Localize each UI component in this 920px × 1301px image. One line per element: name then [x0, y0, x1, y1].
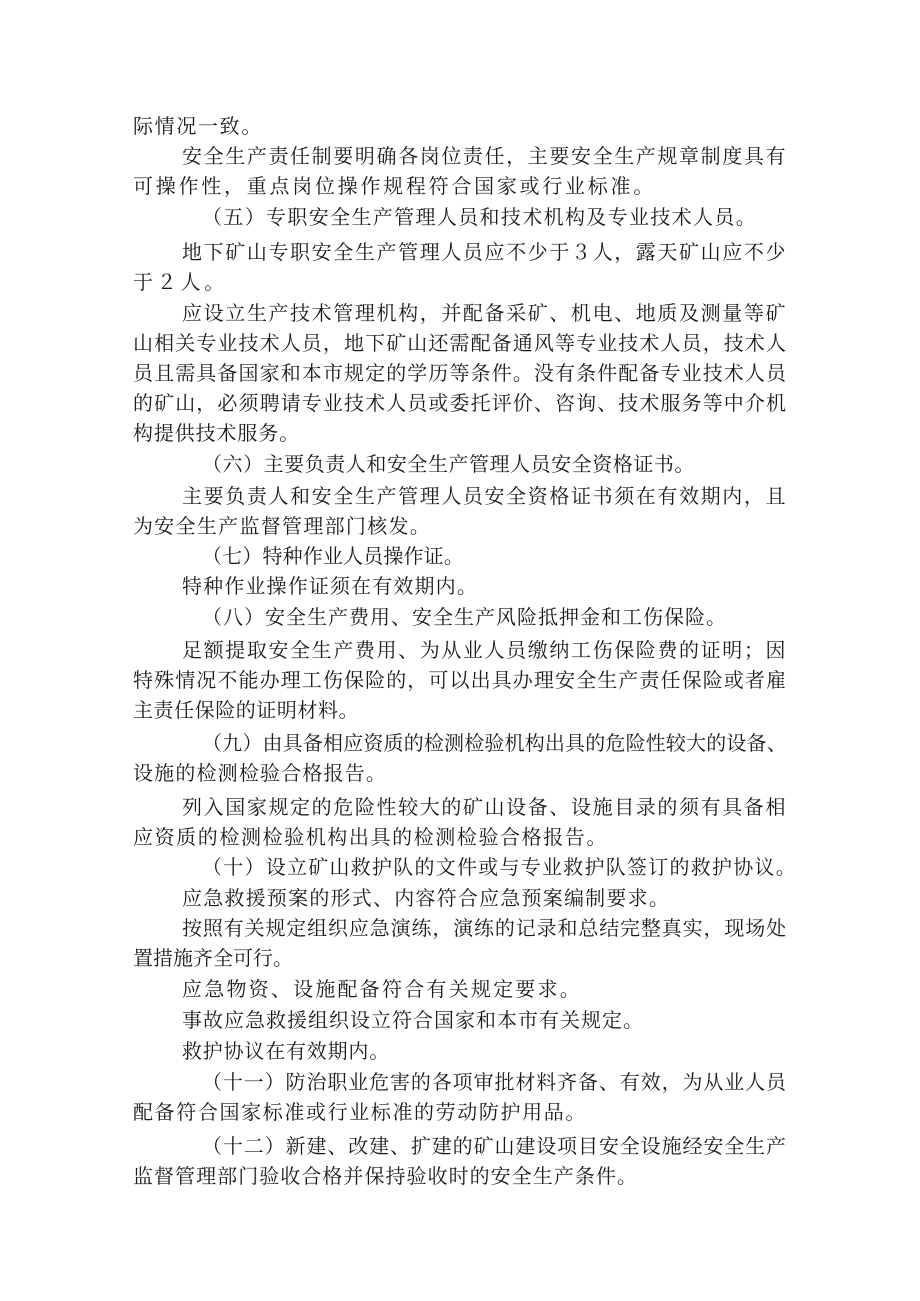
section-heading: （十一）防治职业危害的各项审批材料齐备、有效，为从业人员: [202, 1070, 787, 1094]
text-line: 山相关专业技术人员，地下矿山还需配备通风等专业技术人员，技术人: [133, 331, 788, 355]
text-line: 安全生产责任制要明确各岗位责任，主要安全生产规章制度具有: [182, 144, 788, 168]
text-line: 列入国家规定的危险性较大的矿山设备、设施目录的须有具备相: [182, 795, 788, 819]
section-heading: （九）由具备相应资质的检测检验机构出具的危险性较大的设备、: [202, 731, 787, 755]
text-line: 按照有关规定组织应急演练，演练的记录和总结完整真实，现场处: [182, 916, 787, 940]
text-line: 的矿山，必须聘请专业技术人员或委托评价、咨询、技术服务等中介机: [133, 391, 788, 415]
text-line: 应急物资、设施配备符合有关规定要求。: [182, 977, 582, 1001]
text-line: 员且需具备国家和本市规定的学历等条件。没有条件配备专业技术人员: [133, 361, 788, 385]
section-heading: （五）专职安全生产管理人员和技术机构及专业技术人员。: [202, 205, 758, 229]
section-heading: （十）设立矿山救护队的文件或与专业救护队签订的救护协议。: [202, 855, 797, 879]
text-line: 特殊情况不能办理工伤保险的，可以出具办理安全生产责任保险或者雇: [133, 668, 788, 692]
text-line: 监督管理部门验收合格并保持验收时的安全生产条件。: [133, 1164, 638, 1188]
section-heading: （六）主要负责人和安全生产管理人员安全资格证书。: [202, 452, 695, 476]
text-line: 应资质的检测检验机构出具的检测检验合格报告。: [133, 825, 608, 849]
text-line: 为安全生产监督管理部门核发。: [133, 514, 432, 538]
section-heading: （七）特种作业人员操作证。: [202, 544, 464, 568]
text-line: 应设立生产技术管理机构，并配备采矿、机电、地质及测量等矿: [182, 301, 788, 325]
section-heading: （八）安全生产费用、安全生产风险抵押金和工伤保险。: [202, 605, 727, 629]
text-line: 救护协议在有效期内。: [182, 1039, 390, 1063]
text-line: 足额提取安全生产费用、为从业人员缴纳工伤保险费的证明；因: [182, 638, 788, 662]
text-line: 构提供技术服务。: [133, 421, 301, 445]
text-line: 地下矿山专职安全生产管理人员应不少于３人，露天矿山应不少: [182, 240, 788, 264]
text-line: 主责任保险的证明材料。: [133, 698, 360, 722]
text-line: 际情况一致。: [133, 114, 264, 138]
section-heading: （十二）新建、改建、扩建的矿山建设项目安全设施经安全生产: [202, 1134, 787, 1158]
text-line: 主要负责人和安全生产管理人员安全资格证书须在有效期内，且: [182, 484, 788, 508]
text-line: 特种作业操作证须在有效期内。: [182, 574, 478, 598]
text-line: 配备符合国家标准或行业标准的劳动防护用品。: [133, 1100, 588, 1124]
text-line: 设施的检测检验合格报告。: [133, 761, 388, 785]
text-line: 事故应急救援组织设立符合国家和本市有关规定。: [182, 1008, 644, 1032]
text-line: 于２人。: [133, 270, 228, 294]
text-line: 置措施齐全可行。: [133, 946, 293, 970]
text-line: 可操作性，重点岗位操作规程符合国家或行业标准。: [133, 174, 657, 198]
text-line: 应急救援预案的形式、内容符合应急预案编制要求。: [182, 886, 671, 910]
